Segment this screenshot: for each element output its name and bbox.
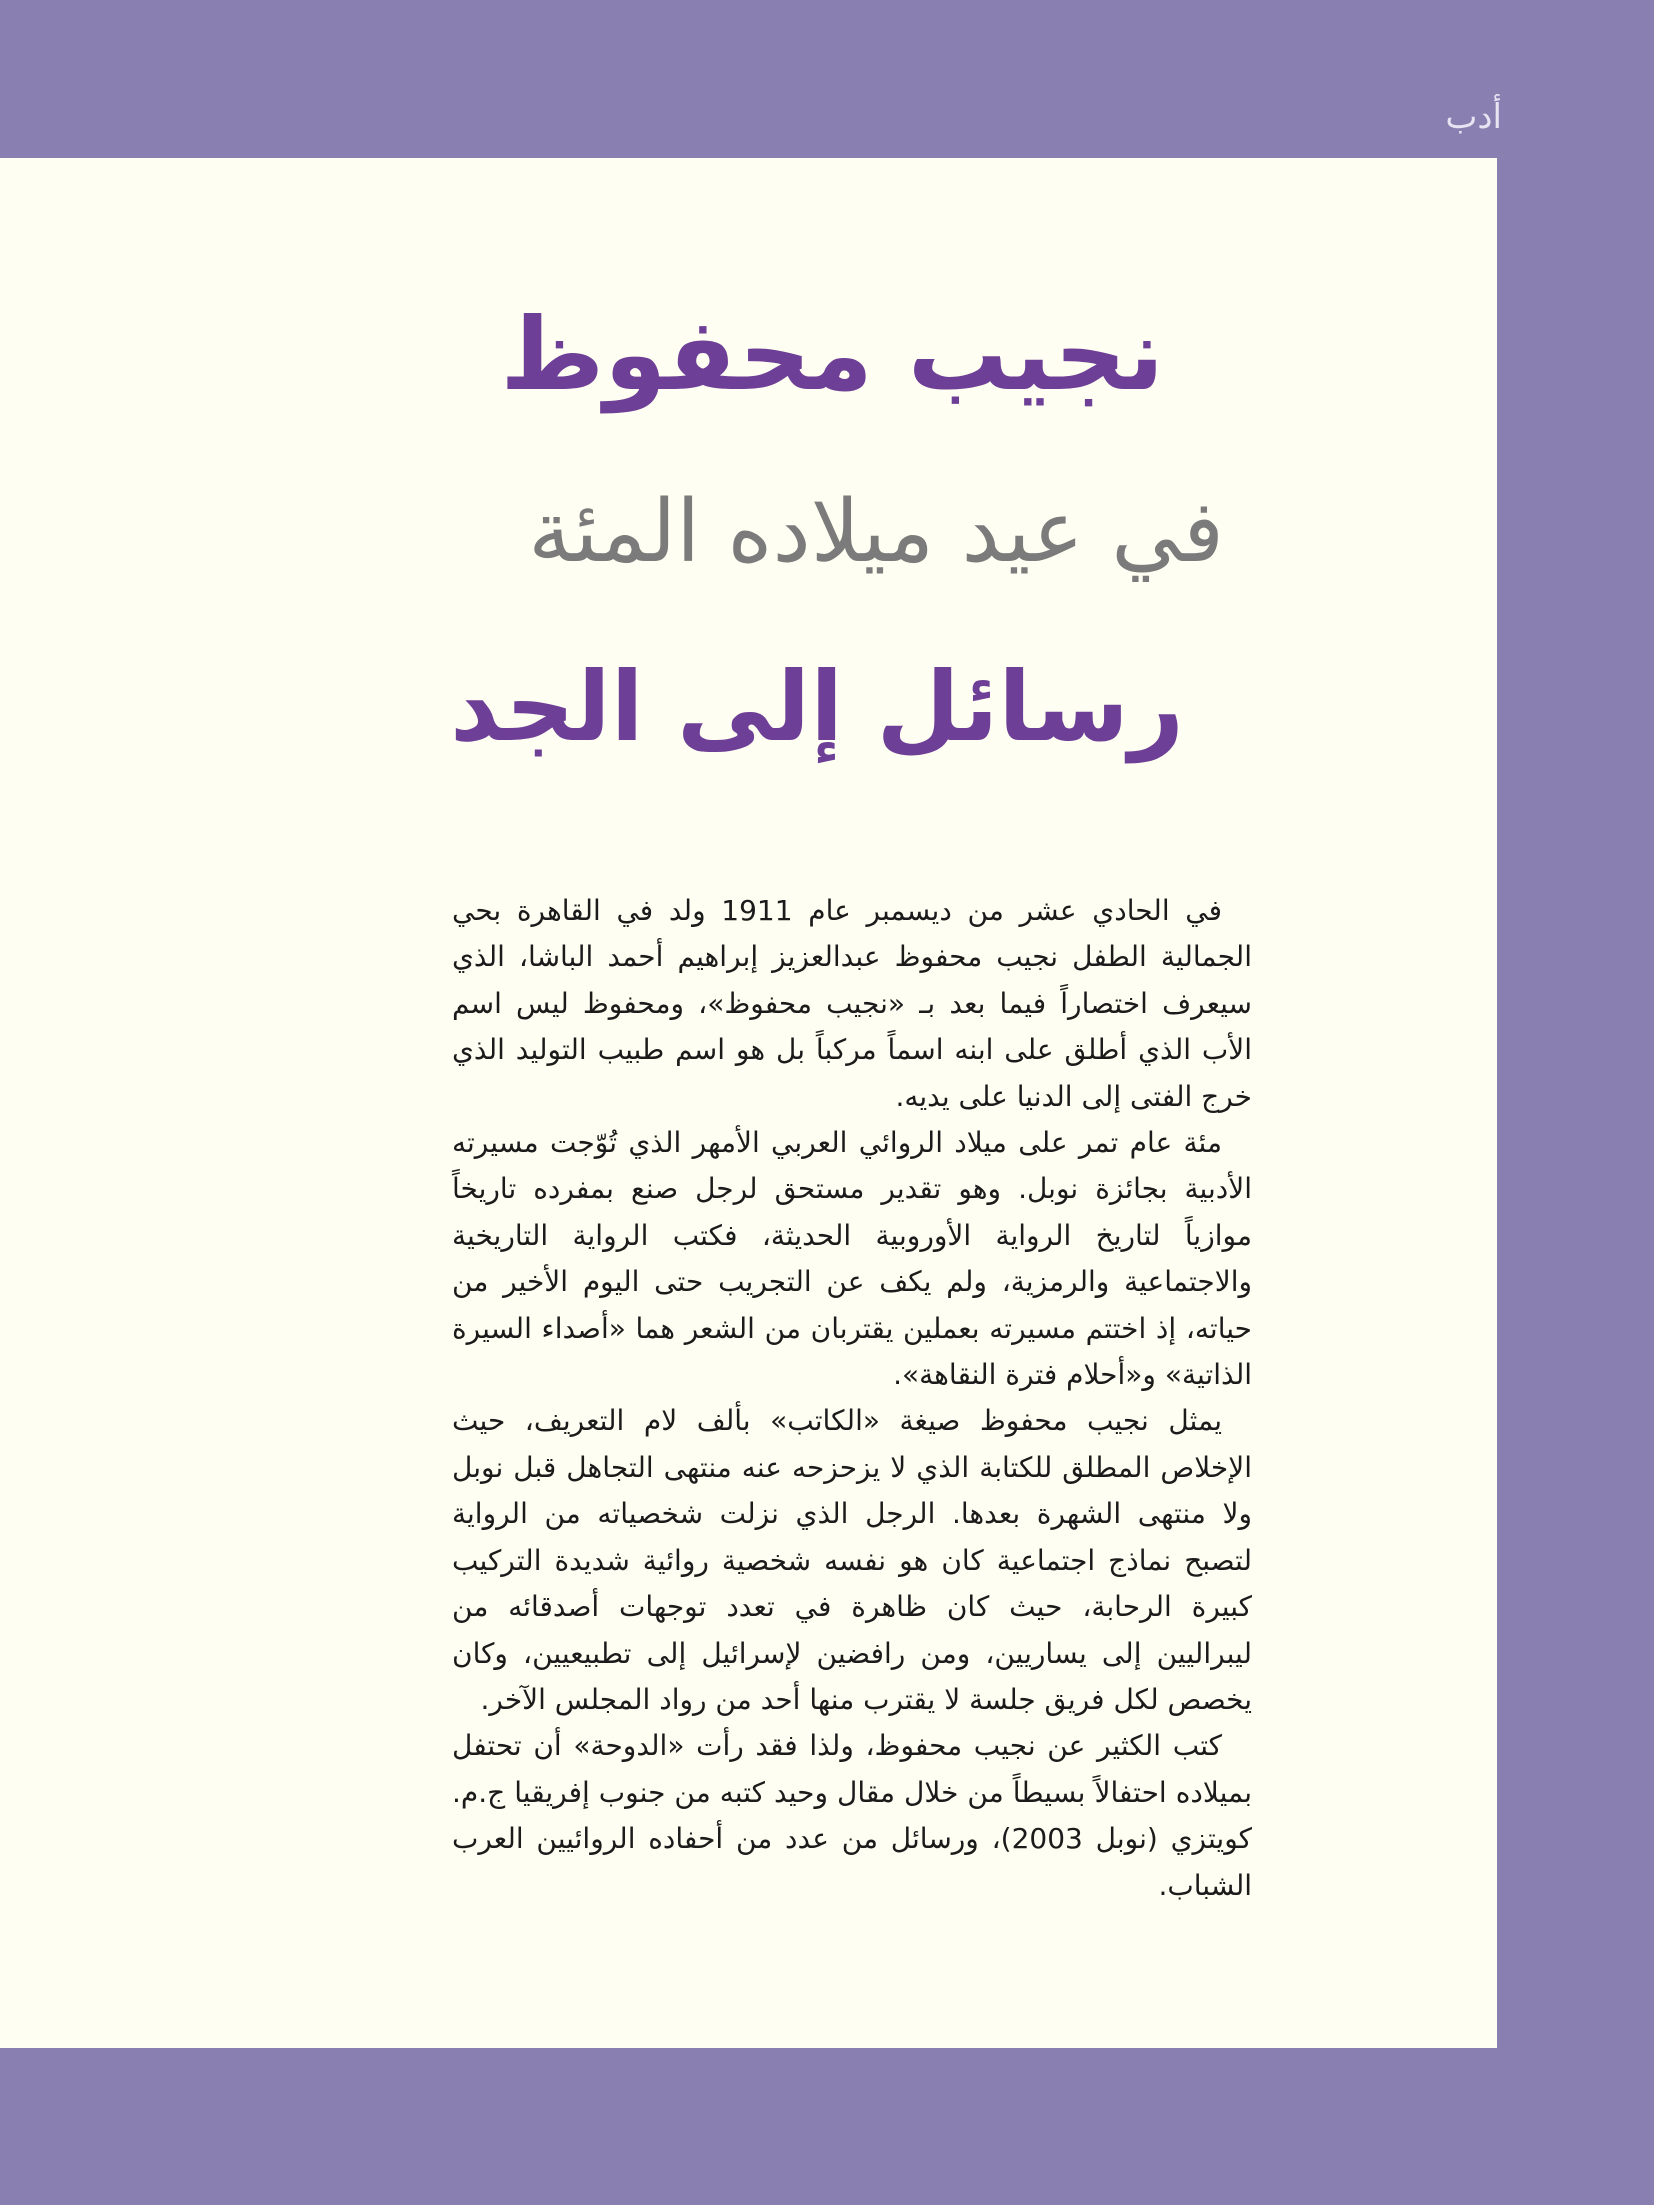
article-subtitle: في عيد ميلاده المئة — [528, 482, 1224, 582]
article-section-heading: رسائل إلى الجد — [450, 651, 1184, 763]
section-label: أدب — [1445, 97, 1502, 137]
article-body — [452, 888, 1252, 1909]
article-title: نجيب محفوظ — [500, 296, 1164, 413]
paragraph: يمثل نجيب محفوظ صيغة «الكاتب» بألف لام التعريف، حيث الإخلاص المطلق للكتابة الذي لا يزحزحه عنه منتهى التجاهل قبل نوبل ولا منتهى الشهرة بعدها. الرجل الذي نزلت شخصياته من الرواية لتصبح نماذج اجتماعية كان هو نفسه شخصية روائية شديدة التركيب كبيرة الرحابة، حيث كان ظاهرة في تعدد توجهات أصدقائه من ليبراليين إلى يساريين، ومن رافضين لإسرائيل إلى تطبيعيين، وكان يخصص لكل فريق جلسة لا يقترب منها أحد من رواد المجلس الآخر. — [452, 1404, 1252, 1716]
paragraph: مئة عام تمر على ميلاد الروائي العربي الأمهر الذي تُوّجت مسيرته الأدبية بجائزة نوبل. وهو تقدير مستحق لرجل صنع بمفرده تاريخاً موازياً لتاريخ الرواية الأوروبية الحديثة، فكتب الرواية التاريخية والاجتماعية والرمزية، ولم يكف عن التجريب حتى اليوم الأخير من حياته، إذ اختتم مسيرته بعملين يقتربان من الشعر هما «أصداء السيرة الذاتية» و«أحلام فترة النقاهة». — [452, 1126, 1252, 1392]
paragraph: في الحادي عشر من ديسمبر عام 1911 ولد في القاهرة بحي الجمالية الطفل نجيب محفوظ عبدالعزيز إبراهيم أحمد الباشا، الذي سيعرف اختصاراً فيما بعد بـ «نجيب محفوظ»، ومحفوظ ليس اسم الأب الذي أطلق على ابنه اسماً مركباً بل هو اسم طبيب التوليد الذي خرج الفتى إلى الدنيا على يديه. — [452, 894, 1252, 1113]
paragraph: كتب الكثير عن نجيب محفوظ، ولذا فقد رأت «الدوحة» أن تحتفل بميلاده احتفالاً بسيطاً من خلال مقال وحيد كتبه من جنوب إفريقيا ج.م. كويتزي (نوبل 2003)، ورسائل من عدد من أحفاده الروائيين العرب الشباب. — [452, 1729, 1252, 1902]
